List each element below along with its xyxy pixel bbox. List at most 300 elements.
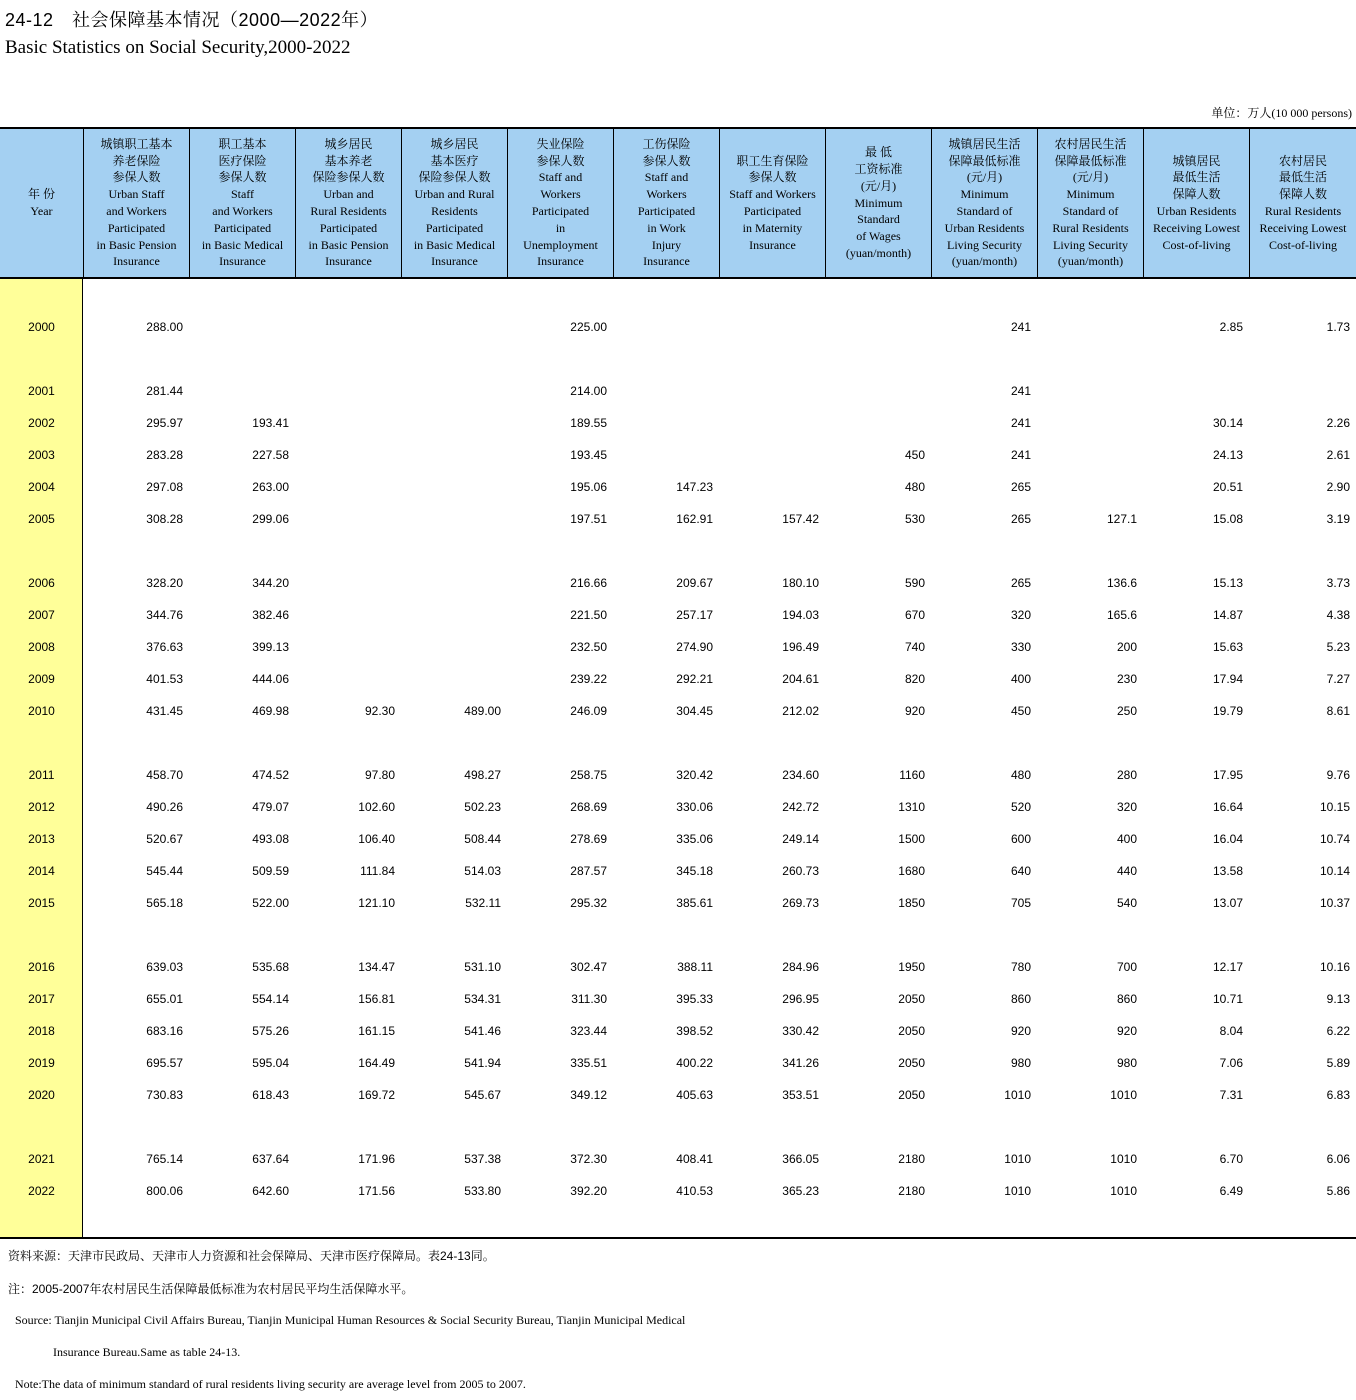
value-cell-rural-min-standard: 1010 (1110, 1184, 1137, 1198)
value-cell-rural-min-standard: 1010 (1110, 1152, 1137, 1166)
value-cell-work-injury: 147.23 (676, 480, 713, 494)
value-cell-unemployment: 349.12 (570, 1088, 607, 1102)
header-label: 城镇居民 最低生活 保障人数 Urban Residents Receiving Lowest Cost-of-living (1153, 153, 1240, 252)
year-cell: 2013 (28, 832, 55, 846)
value-cell-min-wage: 2180 (898, 1184, 925, 1198)
value-cell-work-injury: 400.22 (676, 1056, 713, 1070)
value-cell-maternity: 353.51 (782, 1088, 819, 1102)
value-cell-min-wage: 450 (904, 448, 925, 462)
value-cell-work-injury: 257.17 (676, 608, 713, 622)
table-row (0, 311, 1356, 343)
value-cell-resident-pension: 161.15 (358, 1024, 395, 1038)
table-header (0, 127, 1356, 279)
value-cell-min-wage: 480 (904, 480, 925, 494)
value-cell-maternity: 196.49 (782, 640, 819, 654)
header-staff-medical (189, 129, 295, 277)
value-cell-resident-medical: 533.80 (464, 1184, 501, 1198)
table-row (0, 439, 1356, 471)
value-cell-resident-medical: 508.44 (464, 832, 501, 846)
value-cell-urban-recipients: 17.94 (1212, 672, 1243, 686)
value-cell-unemployment: 195.06 (570, 480, 607, 494)
value-cell-urban-pension: 344.76 (146, 608, 183, 622)
value-cell-resident-medical (401, 311, 507, 343)
value-cell-maternity: 296.95 (782, 992, 819, 1006)
value-cell-min-wage (825, 407, 931, 439)
header-work-injury (613, 129, 719, 277)
value-cell-urban-min-standard: 640 (1010, 864, 1031, 878)
value-cell-urban-recipients: 14.87 (1212, 608, 1243, 622)
value-cell-rural-recipients: 7.27 (1326, 672, 1350, 686)
value-cell-work-injury: 304.45 (676, 704, 713, 718)
value-cell-urban-min-standard: 265 (1010, 576, 1031, 590)
year-cell: 2019 (28, 1056, 55, 1070)
value-cell-unemployment: 311.30 (571, 992, 607, 1006)
value-cell-urban-recipients (1143, 375, 1249, 407)
value-cell-unemployment: 295.32 (570, 896, 607, 910)
value-cell-min-wage: 1310 (898, 800, 925, 814)
table-title-en: Basic Statistics on Social Security,2000-2022 (5, 37, 351, 58)
header-resident-medical (401, 129, 507, 277)
header-urban-min-standard (931, 129, 1037, 277)
value-cell-staff-medical: 493.08 (252, 832, 289, 846)
value-cell-work-injury: 274.90 (676, 640, 713, 654)
value-cell-work-injury (613, 439, 719, 471)
footnote-en: Note:The data of minimum standard of rural residents living security are average level from 2005 to 2007. (15, 1377, 526, 1391)
value-cell-resident-pension (295, 407, 401, 439)
value-cell-resident-pension: 156.81 (358, 992, 395, 1006)
value-cell-rural-recipients: 10.74 (1319, 832, 1350, 846)
value-cell-urban-min-standard: 400 (1010, 672, 1031, 686)
value-cell-maternity: 249.14 (782, 832, 819, 846)
value-cell-staff-medical: 299.06 (252, 512, 289, 526)
value-cell-urban-pension: 655.01 (146, 992, 183, 1006)
year-cell: 2003 (28, 448, 55, 462)
value-cell-resident-medical: 534.31 (464, 992, 501, 1006)
header-min-wage (825, 129, 931, 277)
table-row (0, 695, 1356, 727)
unit-label: 单位：万人(10 000 persons) (1211, 106, 1352, 120)
year-cell: 2017 (28, 992, 55, 1006)
value-cell-urban-min-standard: 450 (1010, 704, 1031, 718)
value-cell-unemployment: 239.22 (570, 672, 607, 686)
value-cell-urban-min-standard: 330 (1010, 640, 1031, 654)
value-cell-rural-min-standard (1037, 311, 1143, 343)
value-cell-urban-recipients: 6.49 (1219, 1184, 1243, 1198)
value-cell-rural-recipients: 8.61 (1326, 704, 1350, 718)
table-row (0, 855, 1356, 887)
value-cell-urban-recipients: 24.13 (1212, 448, 1243, 462)
table-row (0, 951, 1356, 983)
value-cell-maternity: 365.23 (782, 1184, 819, 1198)
value-cell-urban-min-standard: 241 (1010, 320, 1031, 334)
table-row (0, 407, 1356, 439)
value-cell-work-injury: 388.11 (677, 960, 713, 974)
value-cell-resident-pension: 97.80 (364, 768, 395, 782)
value-cell-urban-recipients: 7.06 (1219, 1056, 1243, 1070)
table-row (0, 1175, 1356, 1207)
value-cell-min-wage: 2050 (898, 1056, 925, 1070)
value-cell-rural-recipients: 9.13 (1326, 992, 1350, 1006)
value-cell-rural-recipients: 1.73 (1326, 320, 1350, 334)
value-cell-urban-pension: 401.53 (146, 672, 183, 686)
table-row (0, 375, 1356, 407)
value-cell-urban-recipients: 16.04 (1212, 832, 1243, 846)
value-cell-rural-min-standard: 920 (1116, 1024, 1137, 1038)
value-cell-rural-recipients: 10.15 (1319, 800, 1350, 814)
value-cell-work-injury: 398.52 (676, 1024, 713, 1038)
value-cell-staff-medical: 382.46 (252, 608, 289, 622)
value-cell-maternity: 330.42 (782, 1024, 819, 1038)
value-cell-min-wage: 2050 (898, 992, 925, 1006)
value-cell-unemployment: 216.66 (570, 576, 607, 590)
year-cell: 2000 (28, 320, 55, 334)
value-cell-work-injury: 162.91 (676, 512, 713, 526)
value-cell-rural-min-standard: 250 (1116, 704, 1137, 718)
value-cell-urban-min-standard: 920 (1010, 1024, 1031, 1038)
value-cell-staff-medical: 227.58 (252, 448, 289, 462)
year-cell: 2021 (28, 1152, 55, 1166)
value-cell-resident-pension: 121.10 (358, 896, 395, 910)
value-cell-urban-recipients: 6.70 (1219, 1152, 1243, 1166)
value-cell-urban-min-standard: 980 (1010, 1056, 1031, 1070)
value-cell-urban-min-standard: 520 (1010, 800, 1031, 814)
value-cell-urban-pension: 695.57 (146, 1056, 183, 1070)
value-cell-staff-medical: 509.59 (252, 864, 289, 878)
value-cell-resident-pension: 171.56 (358, 1184, 395, 1198)
table-title-cn: 24-12 社会保障基本情况（2000—2022年） (5, 10, 379, 30)
table-row (0, 567, 1356, 599)
value-cell-resident-medical (401, 375, 507, 407)
value-cell-urban-recipients: 10.71 (1212, 992, 1243, 1006)
header-rural-recipients (1249, 129, 1356, 277)
value-cell-maternity (719, 471, 825, 503)
value-cell-maternity: 260.73 (782, 864, 819, 878)
value-cell-resident-pension (295, 567, 401, 599)
value-cell-staff-medical: 554.14 (252, 992, 289, 1006)
value-cell-staff-medical: 399.13 (252, 640, 289, 654)
value-cell-min-wage: 920 (904, 704, 925, 718)
value-cell-rural-min-standard: 700 (1116, 960, 1137, 974)
value-cell-resident-pension: 106.40 (358, 832, 395, 846)
value-cell-work-injury: 335.06 (676, 832, 713, 846)
value-cell-work-injury: 385.61 (676, 896, 713, 910)
header-label: 农村居民生活 保障最低标准 (元/月) Minimum Standard of Rural Residents Living Security (yuan/month) (1052, 136, 1129, 269)
table-row (0, 471, 1356, 503)
header-urban-pension (83, 129, 189, 277)
value-cell-rural-recipients: 10.37 (1319, 896, 1350, 910)
header-label: 城乡居民 基本医疗 保险参保人数 Urban and Rural Residents Participated in Basic Medical Insurance (413, 136, 496, 269)
value-cell-rural-min-standard: 980 (1116, 1056, 1137, 1070)
value-cell-urban-min-standard: 780 (1010, 960, 1031, 974)
value-cell-work-injury: 209.67 (676, 576, 713, 590)
value-cell-unemployment: 189.55 (570, 416, 607, 430)
value-cell-maternity (719, 407, 825, 439)
year-cell: 2018 (28, 1024, 55, 1038)
year-cell: 2012 (28, 800, 55, 814)
value-cell-min-wage (825, 311, 931, 343)
value-cell-resident-pension: 134.47 (358, 960, 395, 974)
value-cell-rural-min-standard: 127.1 (1106, 512, 1137, 526)
value-cell-maternity: 212.02 (782, 704, 819, 718)
value-cell-resident-pension: 111.84 (360, 864, 395, 878)
value-cell-urban-recipients: 20.51 (1212, 480, 1243, 494)
value-cell-staff-medical: 474.52 (252, 768, 289, 782)
header-urban-recipients (1143, 129, 1249, 277)
header-label: 城镇职工基本 养老保险 参保人数 Urban Staff and Workers Participated in Basic Pension Insurance (96, 136, 177, 269)
value-cell-urban-pension: 458.70 (146, 768, 183, 782)
header-label: 职工生育保险 参保人数 Staff and Workers Participated in Maternity Insurance (729, 153, 816, 252)
value-cell-unemployment: 268.69 (570, 800, 607, 814)
value-cell-urban-recipients: 30.14 (1212, 416, 1243, 430)
value-cell-urban-pension: 520.67 (146, 832, 183, 846)
value-cell-min-wage: 590 (904, 576, 925, 590)
header-maternity (719, 129, 825, 277)
value-cell-unemployment: 278.69 (570, 832, 607, 846)
year-cell: 2008 (28, 640, 55, 654)
value-cell-unemployment: 225.00 (570, 320, 607, 334)
value-cell-urban-pension: 295.97 (146, 416, 183, 430)
value-cell-urban-pension: 308.28 (146, 512, 183, 526)
value-cell-rural-min-standard (1037, 375, 1143, 407)
value-cell-min-wage: 1950 (898, 960, 925, 974)
year-cell: 2014 (28, 864, 55, 878)
value-cell-urban-min-standard: 320 (1010, 608, 1031, 622)
value-cell-rural-recipients (1249, 375, 1356, 407)
value-cell-work-injury (613, 375, 719, 407)
value-cell-urban-pension: 639.03 (146, 960, 183, 974)
value-cell-urban-recipients: 12.17 (1212, 960, 1243, 974)
value-cell-resident-medical (401, 439, 507, 471)
year-cell: 2022 (28, 1184, 55, 1198)
value-cell-maternity: 157.42 (782, 512, 819, 526)
table-row (0, 1015, 1356, 1047)
value-cell-resident-medical (401, 631, 507, 663)
table-row (0, 503, 1356, 535)
table-row (0, 1047, 1356, 1079)
value-cell-rural-recipients: 5.86 (1326, 1184, 1350, 1198)
table-row (0, 1143, 1356, 1175)
value-cell-resident-pension (295, 631, 401, 663)
value-cell-rural-min-standard: 540 (1116, 896, 1137, 910)
value-cell-urban-pension: 800.06 (146, 1184, 183, 1198)
header-label: 农村居民 最低生活 保障人数 Rural Residents Receiving Lowest Cost-of-living (1259, 153, 1347, 252)
value-cell-urban-recipients: 16.64 (1212, 800, 1243, 814)
value-cell-unemployment: 323.44 (570, 1024, 607, 1038)
value-cell-urban-recipients: 19.79 (1212, 704, 1243, 718)
year-cell: 2009 (28, 672, 55, 686)
value-cell-unemployment: 197.51 (570, 512, 607, 526)
value-cell-rural-recipients: 6.06 (1326, 1152, 1350, 1166)
value-cell-staff-medical: 444.06 (252, 672, 289, 686)
value-cell-resident-medical: 502.23 (464, 800, 501, 814)
value-cell-resident-pension: 92.30 (364, 704, 395, 718)
value-cell-rural-min-standard (1037, 471, 1143, 503)
value-cell-urban-min-standard: 1010 (1004, 1088, 1031, 1102)
value-cell-urban-pension: 281.44 (146, 384, 183, 398)
value-cell-rural-recipients: 3.73 (1326, 576, 1350, 590)
value-cell-unemployment: 302.47 (570, 960, 607, 974)
value-cell-urban-pension: 297.08 (146, 480, 183, 494)
value-cell-urban-min-standard: 241 (1010, 448, 1031, 462)
value-cell-urban-pension: 490.26 (146, 800, 183, 814)
value-cell-min-wage: 820 (904, 672, 925, 686)
value-cell-urban-recipients: 8.04 (1219, 1024, 1243, 1038)
value-cell-work-injury: 410.53 (676, 1184, 713, 1198)
value-cell-min-wage: 530 (904, 512, 925, 526)
value-cell-rural-recipients: 10.14 (1319, 864, 1350, 878)
value-cell-urban-recipients: 13.58 (1212, 864, 1243, 878)
table-row (0, 663, 1356, 695)
value-cell-rural-min-standard: 280 (1116, 768, 1137, 782)
value-cell-maternity: 180.10 (782, 576, 819, 590)
table-row (0, 823, 1356, 855)
value-cell-urban-min-standard: 265 (1010, 480, 1031, 494)
value-cell-unemployment: 232.50 (570, 640, 607, 654)
value-cell-rural-min-standard: 440 (1116, 864, 1137, 878)
value-cell-maternity: 366.05 (782, 1152, 819, 1166)
table-row (0, 599, 1356, 631)
value-cell-rural-recipients: 5.89 (1326, 1056, 1350, 1070)
value-cell-min-wage: 1500 (898, 832, 925, 846)
value-cell-resident-pension: 102.60 (358, 800, 395, 814)
value-cell-rural-recipients: 3.19 (1326, 512, 1350, 526)
value-cell-urban-pension: 328.20 (146, 576, 183, 590)
value-cell-urban-pension: 288.00 (146, 320, 183, 334)
header-label: 最 低 工资标准 (元/月) Minimum Standard of Wages (yuan/month) (845, 145, 912, 260)
value-cell-urban-recipients: 15.63 (1212, 640, 1243, 654)
year-cell: 2005 (28, 512, 55, 526)
value-cell-rural-recipients: 10.16 (1319, 960, 1350, 974)
value-cell-rural-min-standard: 400 (1116, 832, 1137, 846)
value-cell-resident-medical: 489.00 (464, 704, 501, 718)
value-cell-resident-medical: 541.94 (464, 1056, 501, 1070)
value-cell-resident-pension (295, 375, 401, 407)
value-cell-resident-medical: 531.10 (464, 960, 501, 974)
value-cell-urban-pension: 283.28 (146, 448, 183, 462)
value-cell-rural-min-standard: 200 (1116, 640, 1137, 654)
value-cell-resident-pension (295, 471, 401, 503)
value-cell-maternity: 194.03 (782, 608, 819, 622)
value-cell-unemployment: 221.50 (570, 608, 607, 622)
value-cell-staff-medical: 595.04 (252, 1056, 289, 1070)
value-cell-staff-medical: 344.20 (252, 576, 289, 590)
value-cell-urban-min-standard: 241 (1010, 416, 1031, 430)
value-cell-work-injury: 395.33 (676, 992, 713, 1006)
value-cell-urban-min-standard: 860 (1010, 992, 1031, 1006)
value-cell-rural-recipients: 4.38 (1326, 608, 1350, 622)
header-label: 年 份 Year (27, 187, 55, 218)
value-cell-resident-medical (401, 599, 507, 631)
year-cell: 2016 (28, 960, 55, 974)
value-cell-min-wage: 740 (904, 640, 925, 654)
value-cell-urban-min-standard: 705 (1010, 896, 1031, 910)
value-cell-urban-min-standard: 265 (1010, 512, 1031, 526)
value-cell-work-injury: 292.21 (676, 672, 713, 686)
value-cell-urban-pension: 545.44 (146, 864, 183, 878)
value-cell-resident-medical: 532.11 (465, 896, 501, 910)
year-cell: 2002 (28, 416, 55, 430)
header-year (0, 129, 83, 277)
table-row (0, 1079, 1356, 1111)
year-cell: 2015 (28, 896, 55, 910)
value-cell-min-wage: 2050 (898, 1088, 925, 1102)
value-cell-work-injury: 345.18 (676, 864, 713, 878)
value-cell-resident-medical: 541.46 (464, 1024, 501, 1038)
value-cell-urban-recipients: 17.95 (1212, 768, 1243, 782)
value-cell-work-injury: 405.63 (676, 1088, 713, 1102)
value-cell-maternity (719, 439, 825, 471)
value-cell-resident-medical (401, 567, 507, 599)
header-label: 职工基本 医疗保险 参保人数 Staff and Workers Participated in Basic Medical Insurance (201, 136, 284, 269)
value-cell-urban-recipients: 13.07 (1212, 896, 1243, 910)
value-cell-rural-min-standard: 230 (1116, 672, 1137, 686)
value-cell-maternity: 341.26 (782, 1056, 819, 1070)
value-cell-work-injury: 330.06 (676, 800, 713, 814)
value-cell-resident-medical: 498.27 (464, 768, 501, 782)
value-cell-unemployment: 335.51 (570, 1056, 607, 1070)
value-cell-work-injury (613, 311, 719, 343)
value-cell-rural-recipients: 2.26 (1326, 416, 1350, 430)
value-cell-rural-min-standard: 165.6 (1106, 608, 1137, 622)
value-cell-staff-medical: 263.00 (252, 480, 289, 494)
value-cell-rural-min-standard: 1010 (1110, 1088, 1137, 1102)
table-row (0, 631, 1356, 663)
value-cell-maternity: 242.72 (782, 800, 819, 814)
value-cell-staff-medical: 637.64 (252, 1152, 289, 1166)
value-cell-resident-pension (295, 663, 401, 695)
value-cell-urban-min-standard: 1010 (1004, 1152, 1031, 1166)
value-cell-staff-medical: 618.43 (252, 1088, 289, 1102)
source-note-en-2: Insurance Bureau.Same as table 24-13. (53, 1345, 241, 1359)
table-row (0, 759, 1356, 791)
value-cell-resident-medical: 514.03 (464, 864, 501, 878)
value-cell-urban-min-standard: 480 (1010, 768, 1031, 782)
year-cell: 2006 (28, 576, 55, 590)
value-cell-staff-medical: 575.26 (252, 1024, 289, 1038)
header-label: 工伤保险 参保人数 Staff and Workers Participated in Work Injury Insurance (637, 136, 696, 269)
value-cell-urban-min-standard: 241 (1010, 384, 1031, 398)
source-note-en-1: Source: Tianjin Municipal Civil Affairs Bureau, Tianjin Municipal Human Resources & Social Security Bureau, Tianjin Municipal Medical (15, 1313, 686, 1327)
header-resident-pension (295, 129, 401, 277)
value-cell-rural-min-standard (1037, 439, 1143, 471)
value-cell-maternity: 269.73 (782, 896, 819, 910)
value-cell-staff-medical: 642.60 (252, 1184, 289, 1198)
value-cell-resident-medical (401, 663, 507, 695)
value-cell-unemployment: 392.20 (570, 1184, 607, 1198)
header-label: 城镇居民生活 保障最低标准 (元/月) Minimum Standard of Urban Residents Living Security (yuan/month) (944, 136, 1025, 269)
value-cell-work-injury (613, 407, 719, 439)
value-cell-min-wage (825, 375, 931, 407)
value-cell-maternity: 284.96 (782, 960, 819, 974)
value-cell-min-wage: 1160 (899, 768, 925, 782)
value-cell-work-injury: 320.42 (676, 768, 713, 782)
value-cell-maternity (719, 375, 825, 407)
value-cell-resident-pension: 164.49 (358, 1056, 395, 1070)
source-note-cn: 资料来源：天津市民政局、天津市人力资源和社会保障局、天津市医疗保障局。表24-13同。 (8, 1249, 495, 1263)
value-cell-unemployment: 258.75 (570, 768, 607, 782)
value-cell-urban-min-standard: 600 (1010, 832, 1031, 846)
value-cell-staff-medical: 522.00 (252, 896, 289, 910)
value-cell-min-wage: 670 (904, 608, 925, 622)
value-cell-rural-recipients: 2.90 (1326, 480, 1350, 494)
year-cell: 2010 (28, 704, 55, 718)
value-cell-resident-medical (401, 471, 507, 503)
value-cell-staff-medical (189, 375, 295, 407)
value-cell-maternity: 234.60 (782, 768, 819, 782)
value-cell-staff-medical: 479.07 (252, 800, 289, 814)
value-cell-rural-min-standard: 860 (1116, 992, 1137, 1006)
value-cell-urban-recipients: 2.85 (1219, 320, 1243, 334)
